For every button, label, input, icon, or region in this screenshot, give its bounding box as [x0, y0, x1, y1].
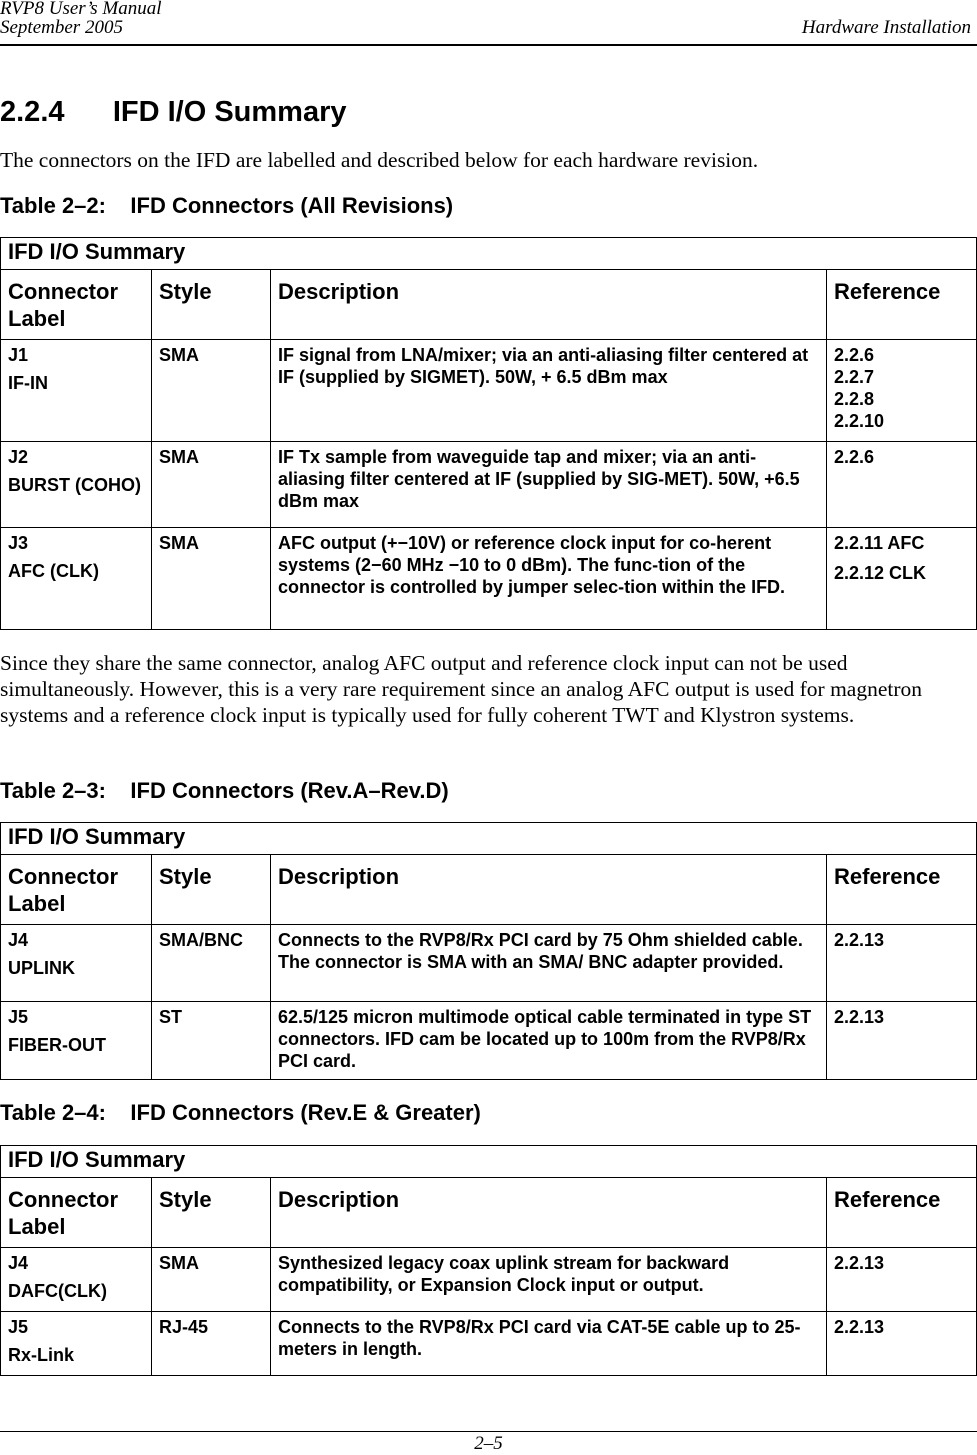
connector-name: IF-IN	[8, 373, 48, 393]
column-header-style: Style	[152, 270, 271, 340]
description-cell: Connects to the RVP8/Rx PCI card by 75 Ohm shielded cable. The connector is SMA with an SMA/ BNC adapter provided.	[271, 925, 827, 1002]
connector-id: J5	[8, 1007, 29, 1027]
reference-value: 2.2.6	[834, 345, 875, 365]
table-row	[1, 1312, 977, 1376]
table-row	[1, 442, 977, 528]
column-header-description: Description	[271, 855, 827, 925]
column-header-reference: Reference	[827, 270, 977, 340]
table-row	[1, 528, 977, 630]
style-cell: RJ-45	[152, 1312, 271, 1376]
table-summary-header: IFD I/O Summary	[1, 1146, 977, 1178]
reference-cell	[827, 1002, 977, 1080]
reference-cell	[827, 1312, 977, 1376]
connector-label-cell	[1, 340, 152, 442]
connector-label-cell	[1, 925, 152, 1002]
manual-date: September 2005	[0, 17, 123, 38]
reference-cell	[827, 1248, 977, 1312]
connector-label-cell	[1, 1248, 152, 1312]
description-cell: AFC output (+−10V) or reference clock input for co-herent systems (2−60 MHz −10 to 0 dBm). The func-tion of the connector is controlled by jumper selec-tion within the IFD.	[271, 528, 827, 630]
table-row	[1, 340, 977, 442]
description-cell: IF Tx sample from waveguide tap and mixer; via an anti-aliasing filter centered at IF (supplied by SIG-MET). 50W, +6.5 dBm max	[271, 442, 827, 528]
connector-name: Rx-Link	[8, 1345, 75, 1365]
table-summary-header: IFD I/O Summary	[1, 238, 977, 270]
column-header-label: Connector Label	[1, 855, 152, 925]
column-header-reference: Reference	[827, 855, 977, 925]
description-cell: Connects to the RVP8/Rx PCI card via CAT-5E cable up to 25-meters in length.	[271, 1312, 827, 1376]
style-cell: SMA	[152, 340, 271, 442]
connector-id: J4	[8, 930, 29, 950]
description-cell: Synthesized legacy coax uplink stream for backward compatibility, or Expansion Clock input or output.	[271, 1248, 827, 1312]
column-header-style: Style	[152, 1178, 271, 1248]
connector-label-cell	[1, 1312, 152, 1376]
connector-id: J5	[8, 1317, 29, 1337]
connector-id: J2	[8, 447, 29, 467]
style-cell: SMA/BNC	[152, 925, 271, 1002]
connector-label-cell	[1, 528, 152, 630]
note-paragraph: Since they share the same connector, analog AFC output and reference clock input can not be used simultaneously. However, this is a very rare requirement since an analog AFC output is used for magnetron systems and a reference clock input is typically used for fully coherent TWT and Klystron systems.	[0, 651, 923, 727]
table-caption: Table 2–2: IFD Connectors (All Revisions)	[0, 193, 454, 218]
connector-name: AFC (CLK)	[8, 561, 99, 581]
table-caption: Table 2–4: IFD Connectors (Rev.E & Greater)	[0, 1100, 481, 1125]
style-cell: SMA	[152, 528, 271, 630]
style-cell: ST	[152, 1002, 271, 1080]
reference-value: 2.2.13	[834, 930, 885, 950]
column-header-description: Description	[271, 270, 827, 340]
connector-name: DAFC(CLK)	[8, 1281, 107, 1301]
header-left	[0, 0, 162, 37]
reference-value: 2.2.13	[834, 1007, 885, 1027]
reference-value: 2.2.6	[834, 447, 875, 467]
connector-id: J4	[8, 1253, 29, 1273]
connector-table	[0, 237, 977, 630]
table-summary-header: IFD I/O Summary	[1, 823, 977, 855]
connector-table	[0, 1145, 977, 1376]
connector-name: FIBER-OUT	[8, 1035, 106, 1055]
connector-id: J1	[8, 345, 29, 365]
connector-name: UPLINK	[8, 958, 75, 978]
column-header-description: Description	[271, 1178, 827, 1248]
style-cell: SMA	[152, 442, 271, 528]
reference-cell	[827, 442, 977, 528]
description-cell: 62.5/125 micron multimode optical cable terminated in type ST connectors. IFD cam be located up to 100m from the RVP8/Rx PCI card.	[271, 1002, 827, 1080]
reference-cell	[827, 340, 977, 442]
connector-name: BURST (COHO)	[8, 475, 141, 495]
reference-value: 2.2.10	[834, 411, 885, 431]
intro-paragraph: The connectors on the IFD are labelled and described below for each hardware revision.	[0, 148, 759, 172]
reference-value: 2.2.8	[834, 389, 875, 409]
reference-cell	[827, 925, 977, 1002]
reference-cell	[827, 528, 977, 630]
reference-value: 2.2.7	[834, 367, 875, 387]
column-header-label: Connector Label	[1, 270, 152, 340]
connector-label-cell	[1, 1002, 152, 1080]
reference-value: 2.2.13	[834, 1253, 885, 1273]
reference-value: 2.2.13	[834, 1317, 885, 1337]
section-heading: 2.2.4 IFD I/O Summary	[0, 96, 347, 128]
reference-value: 2.2.12 CLK	[834, 563, 927, 583]
reference-value: 2.2.11 AFC	[834, 533, 925, 553]
connector-label-cell	[1, 442, 152, 528]
column-header-style: Style	[152, 855, 271, 925]
table-caption: Table 2–3: IFD Connectors (Rev.A–Rev.D)	[0, 778, 449, 803]
style-cell: SMA	[152, 1248, 271, 1312]
connector-table	[0, 822, 977, 1080]
page-number: 2–5	[0, 1431, 977, 1455]
table-row	[1, 925, 977, 1002]
connector-id: J3	[8, 533, 29, 553]
table-row	[1, 1248, 977, 1312]
description-cell: IF signal from LNA/mixer; via an anti-aliasing filter centered at IF (supplied by SIGMET). 50W, + 6.5 dBm max	[271, 340, 827, 442]
column-header-label: Connector Label	[1, 1178, 152, 1248]
table-row	[1, 1002, 977, 1080]
manual-title: RVP8 User’s Manual	[0, 0, 162, 19]
running-header	[0, 0, 977, 46]
section-name: Hardware Installation	[801, 17, 971, 38]
column-header-reference: Reference	[827, 1178, 977, 1248]
